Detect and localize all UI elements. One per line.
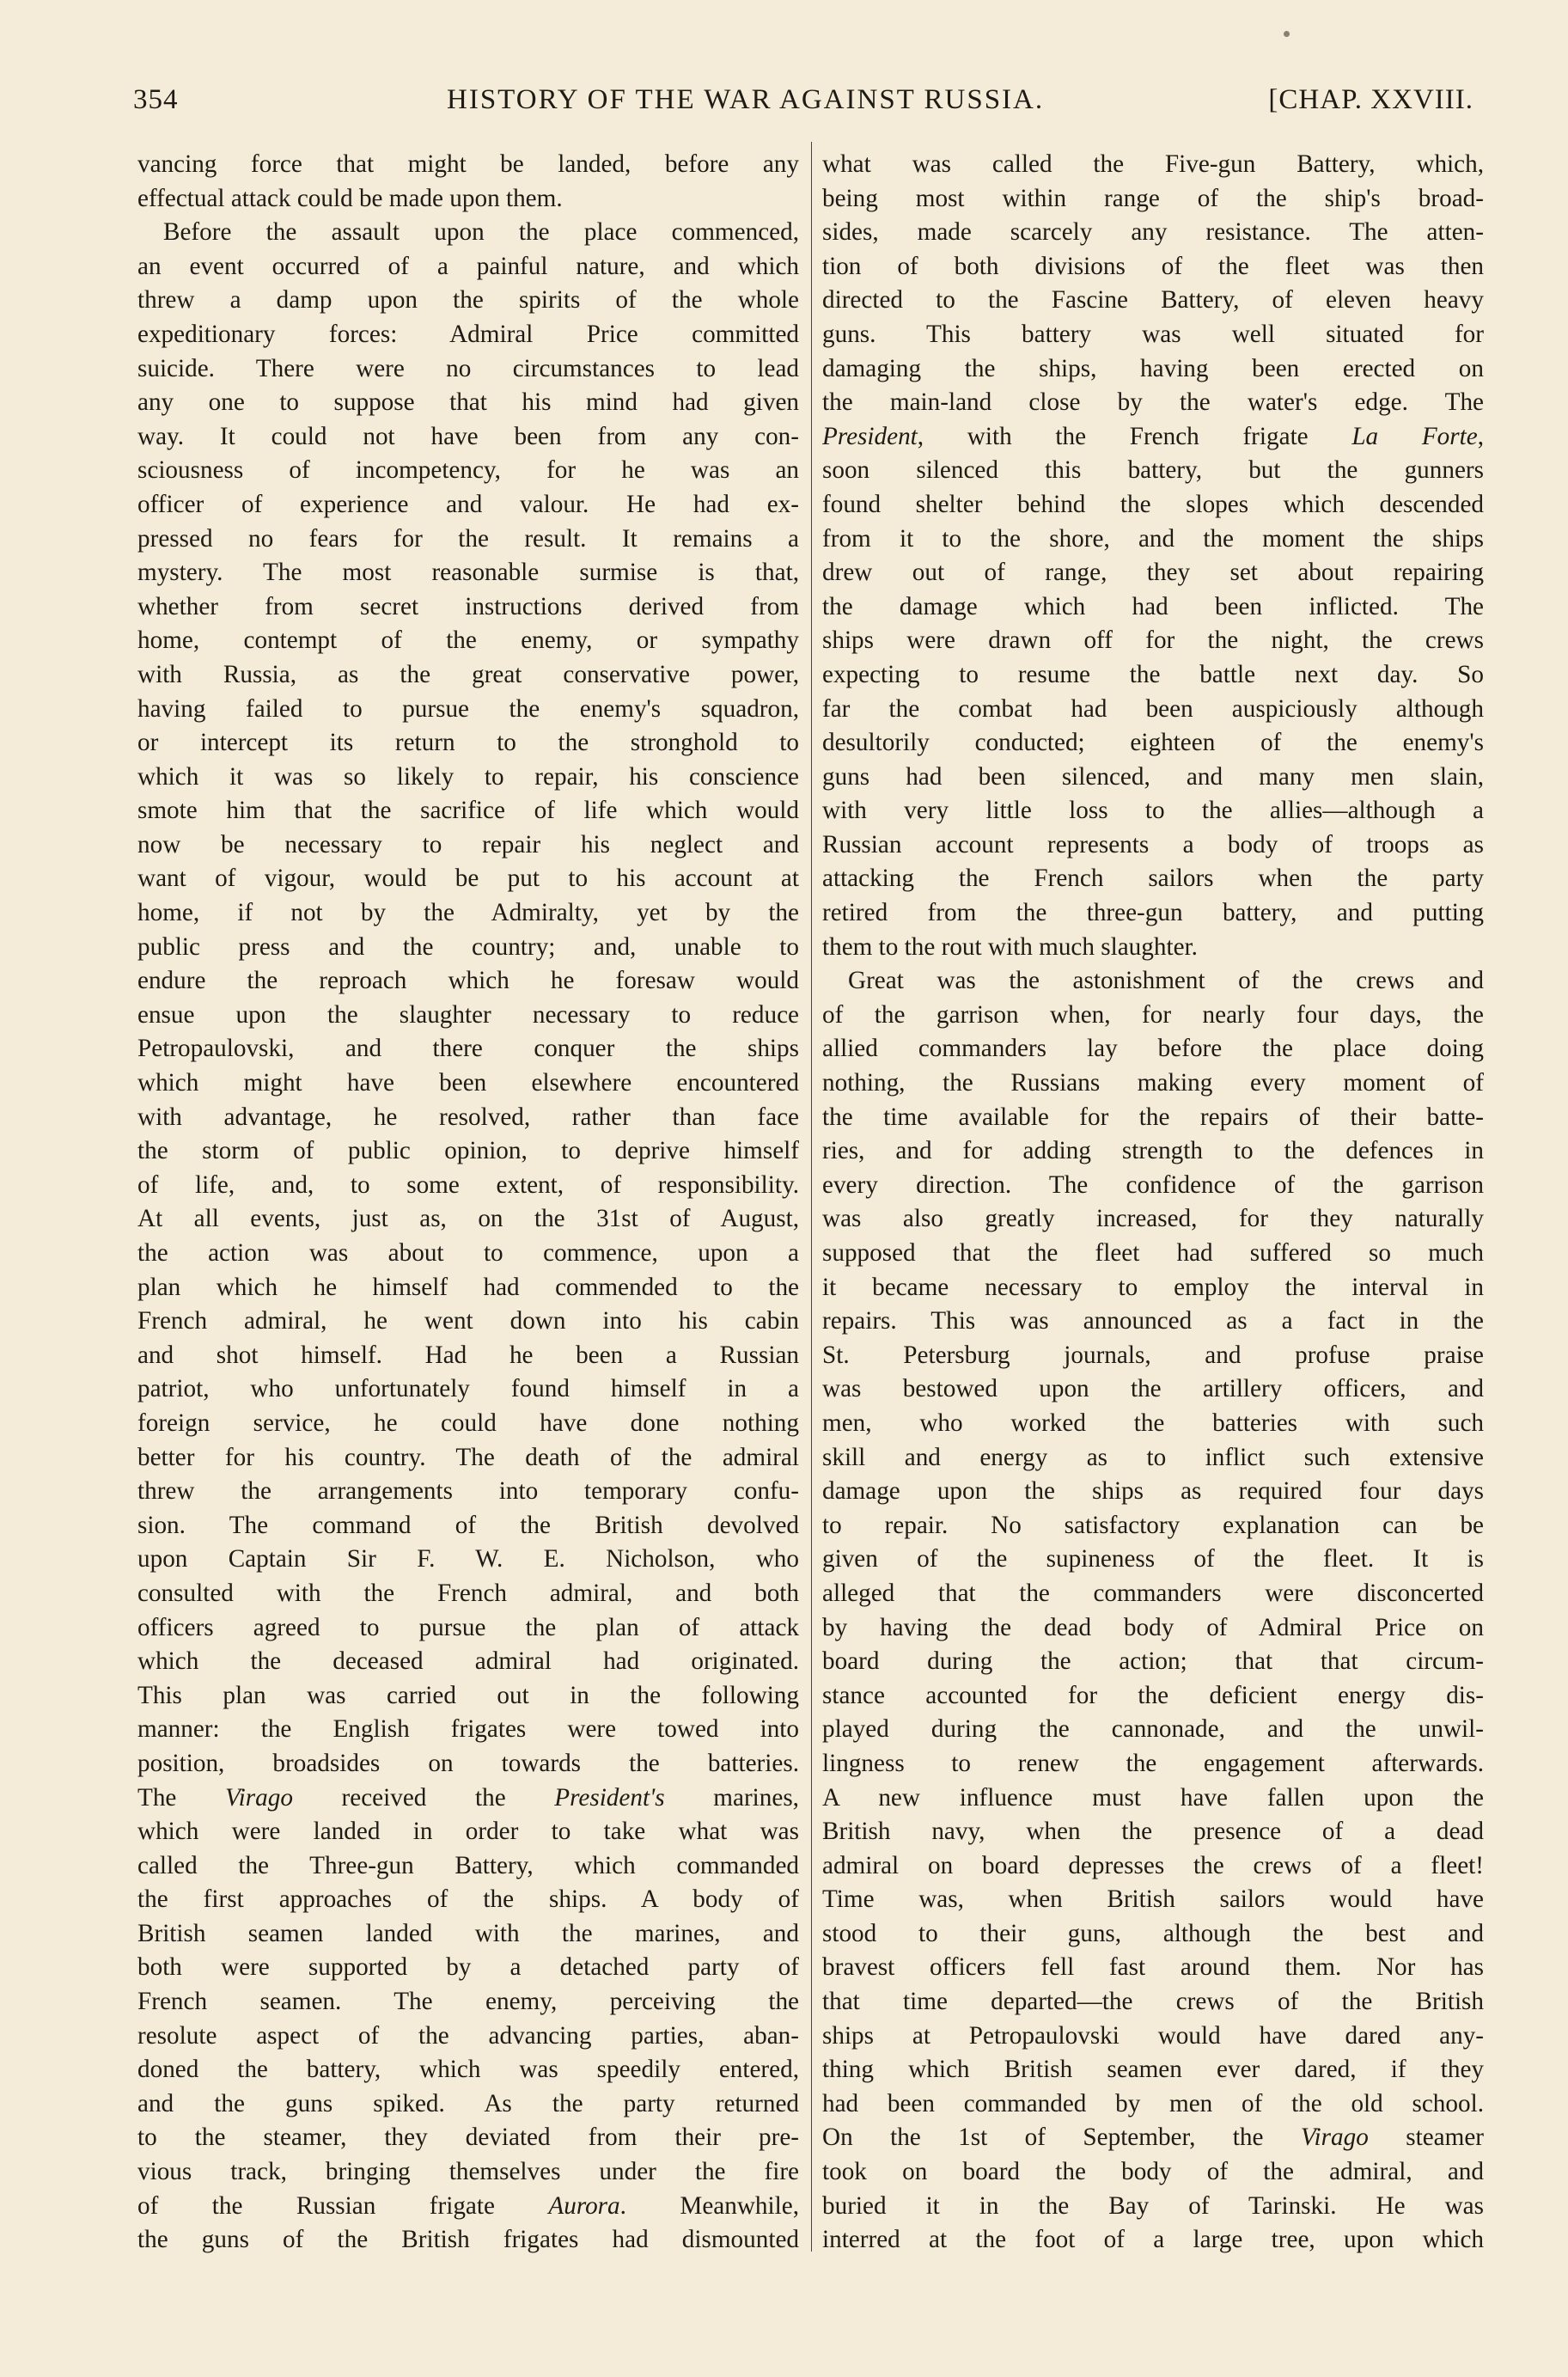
text-line: the first approaches of the ships. A body of: [137, 1885, 799, 1914]
text-line: nothing, the Russians making every moment of: [822, 1069, 1484, 1097]
text-line: doned the battery, which was speedily entered,: [137, 2056, 799, 2084]
text-line: both were supported by a detached party of: [137, 1953, 799, 1982]
text-line: from it to the shore, and the moment the ships: [822, 524, 1484, 553]
text-line: was also greatly increased, for they naturally: [822, 1205, 1484, 1233]
text-line: stance accounted for the deficient energy dis-: [822, 1681, 1484, 1709]
text-line: The Virago received the President's marines,: [137, 1783, 799, 1812]
text-line: resolute aspect of the advancing parties, aban-: [137, 2021, 799, 2050]
text-line: the main-land close by the water's edge. The: [822, 388, 1484, 417]
text-line: admiral on board depresses the crews of a fleet!: [822, 1851, 1484, 1879]
text-line: sides, made scarcely any resistance. The atten-: [822, 218, 1484, 247]
text-line: Petropaulovski, and there conquer the ships: [137, 1035, 799, 1063]
text-line: the action was about to commence, upon a: [137, 1239, 799, 1267]
text-line: bravest officers fell fast around them. Nor has: [822, 1953, 1484, 1982]
text-line: retired from the three-gun battery, and putting: [822, 899, 1484, 927]
text-line: and shot himself. Had he been a Russian: [137, 1341, 799, 1369]
left-column: [137, 148, 799, 2262]
text-line: sion. The command of the British devolved: [137, 1511, 799, 1539]
text-line: threw the arrangements into temporary confu-: [137, 1477, 799, 1506]
text-line: desultorily conducted; eighteen of the enemy's: [822, 729, 1484, 757]
page-number: 354: [133, 84, 179, 115]
text-line: Great was the astonishment of the crews and: [848, 967, 1484, 995]
text-line: position, broadsides on towards the batteries.: [137, 1749, 799, 1777]
text-line: them to the rout with much slaughter.: [822, 932, 1198, 961]
running-title: HISTORY OF THE WAR AGAINST RUSSIA.: [447, 84, 1045, 115]
text-line: which might have been elsewhere encountered: [137, 1069, 799, 1097]
text-line: the time available for the repairs of their batte-: [822, 1103, 1484, 1131]
text-line: vious track, bringing themselves under the fire: [137, 2158, 799, 2186]
text-line: to the steamer, they deviated from their pre-: [137, 2123, 799, 2152]
text-line: Before the assault upon the place commenced,: [163, 218, 799, 247]
text-line: the storm of public opinion, to deprive himself: [137, 1137, 799, 1165]
text-line: consulted with the French admiral, and both: [137, 1579, 799, 1607]
text-line: was bestowed upon the artillery officers, and: [822, 1375, 1484, 1403]
text-line: guns. This battery was well situated for: [822, 320, 1484, 348]
text-line: being most within range of the ship's broad-: [822, 184, 1484, 212]
text-line: French seamen. The enemy, perceiving the: [137, 1988, 799, 2016]
text-line: allied commanders lay before the place doing: [822, 1035, 1484, 1063]
text-line: it became necessary to employ the interval in: [822, 1273, 1484, 1301]
text-line: sciousness of incompetency, for he was an: [137, 456, 799, 485]
text-line: guns had been silenced, and many men slain,: [822, 762, 1484, 791]
text-line: better for his country. The death of the admiral: [137, 1443, 799, 1471]
text-line: St. Petersburg journals, and profuse praise: [822, 1341, 1484, 1369]
text-line: with very little loss to the allies—although a: [822, 797, 1484, 825]
text-line: effectual attack could be made upon them.: [137, 184, 563, 212]
text-line: pressed no fears for the result. It remains a: [137, 524, 799, 553]
text-line: endure the reproach which he foresaw would: [137, 967, 799, 995]
text-line: President, with the French frigate La Forte,: [822, 422, 1484, 450]
text-line: skill and energy as to inflict such extensive: [822, 1443, 1484, 1471]
text-line: British navy, when the presence of a dead: [822, 1818, 1484, 1846]
text-line: which were landed in order to take what was: [137, 1818, 799, 1846]
text-line: repairs. This was announced as a fact in the: [822, 1307, 1484, 1335]
text-line: ries, and for adding strength to the defences in: [822, 1137, 1484, 1165]
text-line: foreign service, he could have done nothing: [137, 1408, 799, 1437]
text-line: way. It could not have been from any con-: [137, 422, 799, 450]
text-line: On the 1st of September, the Virago steamer: [822, 2123, 1484, 2152]
text-line: the damage which had been inflicted. The: [822, 592, 1484, 620]
text-line: mystery. The most reasonable surmise is that,: [137, 559, 799, 587]
text-line: attacking the French sailors when the party: [822, 865, 1484, 893]
text-line: the guns of the British frigates had dismounted: [137, 2226, 799, 2254]
text-line: lingness to renew the engagement afterwards.: [822, 1749, 1484, 1777]
text-line: thing which British seamen ever dared, if they: [822, 2056, 1484, 2084]
text-line: expeditionary forces: Admiral Price committed: [137, 320, 799, 348]
text-line: smote him that the sacrifice of life which would: [137, 797, 799, 825]
text-line: damaging the ships, having been erected on: [822, 354, 1484, 382]
text-line: vancing force that might be landed, before any: [137, 150, 799, 178]
text-line: At all events, just as, on the 31st of August,: [137, 1205, 799, 1233]
page-header: [133, 77, 1482, 129]
text-line: by having the dead body of Admiral Price on: [822, 1613, 1484, 1641]
text-line: directed to the Fascine Battery, of eleven heavy: [822, 286, 1484, 315]
text-line: soon silenced this battery, but the gunners: [822, 456, 1484, 485]
text-line: with Russia, as the great conservative power,: [137, 660, 799, 688]
text-line: far the combat had been auspiciously although: [822, 694, 1484, 723]
text-line: tion of both divisions of the fleet was then: [822, 252, 1484, 280]
text-line: an event occurred of a painful nature, and which: [137, 252, 799, 280]
text-line: now be necessary to repair his neglect and: [137, 830, 799, 859]
text-line: This plan was carried out in the following: [137, 1681, 799, 1709]
text-line: found shelter behind the slopes which descended: [822, 490, 1484, 518]
text-line: home, contempt of the enemy, or sympathy: [137, 626, 799, 655]
text-line: that time departed—the crews of the British: [822, 1988, 1484, 2016]
chapter-label: [CHAP. XXVIII.: [1268, 84, 1473, 115]
text-line: which it was so likely to repair, his conscience: [137, 762, 799, 791]
text-line: stood to their guns, although the best and: [822, 1919, 1484, 1947]
text-line: officer of experience and valour. He had ex-: [137, 490, 799, 518]
text-line: drew out of range, they set about repairing: [822, 559, 1484, 587]
text-line: took on board the body of the admiral, and: [822, 2158, 1484, 2186]
text-line: which the deceased admiral had originated.: [137, 1647, 799, 1676]
text-line: or intercept its return to the stronghold to: [137, 729, 799, 757]
text-line: ships were drawn off for the night, the crews: [822, 626, 1484, 655]
text-line: with advantage, he resolved, rather than face: [137, 1103, 799, 1131]
text-line: whether from secret instructions derived from: [137, 592, 799, 620]
text-line: plan which he himself had commended to the: [137, 1273, 799, 1301]
text-line: of life, and, to some extent, of responsibility.: [137, 1170, 799, 1199]
text-line: having failed to pursue the enemy's squadron,: [137, 694, 799, 723]
ink-speck: [1284, 31, 1290, 37]
text-line: manner: the English frigates were towed into: [137, 1715, 799, 1744]
text-line: A new influence must have fallen upon the: [822, 1783, 1484, 1812]
text-line: threw a damp upon the spirits of the whole: [137, 286, 799, 315]
right-column: [822, 148, 1484, 2262]
text-line: board during the action; that that circum-: [822, 1647, 1484, 1676]
text-line: and the guns spiked. As the party returned: [137, 2089, 799, 2117]
text-line: British seamen landed with the marines, and: [137, 1919, 799, 1947]
text-line: buried it in the Bay of Tarinski. He was: [822, 2191, 1484, 2220]
text-line: home, if not by the Admiralty, yet by the: [137, 899, 799, 927]
text-line: patriot, who unfortunately found himself in a: [137, 1375, 799, 1403]
text-line: ensue upon the slaughter necessary to reduce: [137, 1000, 799, 1029]
text-line: played during the cannonade, and the unwil-: [822, 1715, 1484, 1744]
text-line: alleged that the commanders were disconcerted: [822, 1579, 1484, 1607]
text-line: damage upon the ships as required four days: [822, 1477, 1484, 1506]
text-line: Time was, when British sailors would have: [822, 1885, 1484, 1914]
text-line: to repair. No satisfactory explanation can be: [822, 1511, 1484, 1539]
text-line: had been commanded by men of the old school.: [822, 2089, 1484, 2117]
text-line: Russian account represents a body of troops as: [822, 830, 1484, 859]
text-line: of the garrison when, for nearly four days, the: [822, 1000, 1484, 1029]
text-line: public press and the country; and, unable to: [137, 932, 799, 961]
text-line: officers agreed to pursue the plan of attack: [137, 1613, 799, 1641]
text-line: men, who worked the batteries with such: [822, 1408, 1484, 1437]
text-line: supposed that the fleet had suffered so much: [822, 1239, 1484, 1267]
text-line: suicide. There were no circumstances to lead: [137, 354, 799, 382]
text-line: interred at the foot of a large tree, upon which: [822, 2226, 1484, 2254]
text-line: given of the supineness of the fleet. It is: [822, 1545, 1484, 1573]
text-line: ships at Petropaulovski would have dared any-: [822, 2021, 1484, 2050]
text-line: any one to suppose that his mind had given: [137, 388, 799, 417]
text-line: called the Three-gun Battery, which commanded: [137, 1851, 799, 1879]
column-divider: [811, 142, 812, 2252]
text-line: of the Russian frigate Aurora. Meanwhile,: [137, 2191, 799, 2220]
text-line: upon Captain Sir F. W. E. Nicholson, who: [137, 1545, 799, 1573]
text-line: expecting to resume the battle next day. So: [822, 660, 1484, 688]
text-line: every direction. The confidence of the garrison: [822, 1170, 1484, 1199]
text-line: what was called the Five-gun Battery, which,: [822, 150, 1484, 178]
text-line: want of vigour, would be put to his account at: [137, 865, 799, 893]
text-line: French admiral, he went down into his cabin: [137, 1307, 799, 1335]
